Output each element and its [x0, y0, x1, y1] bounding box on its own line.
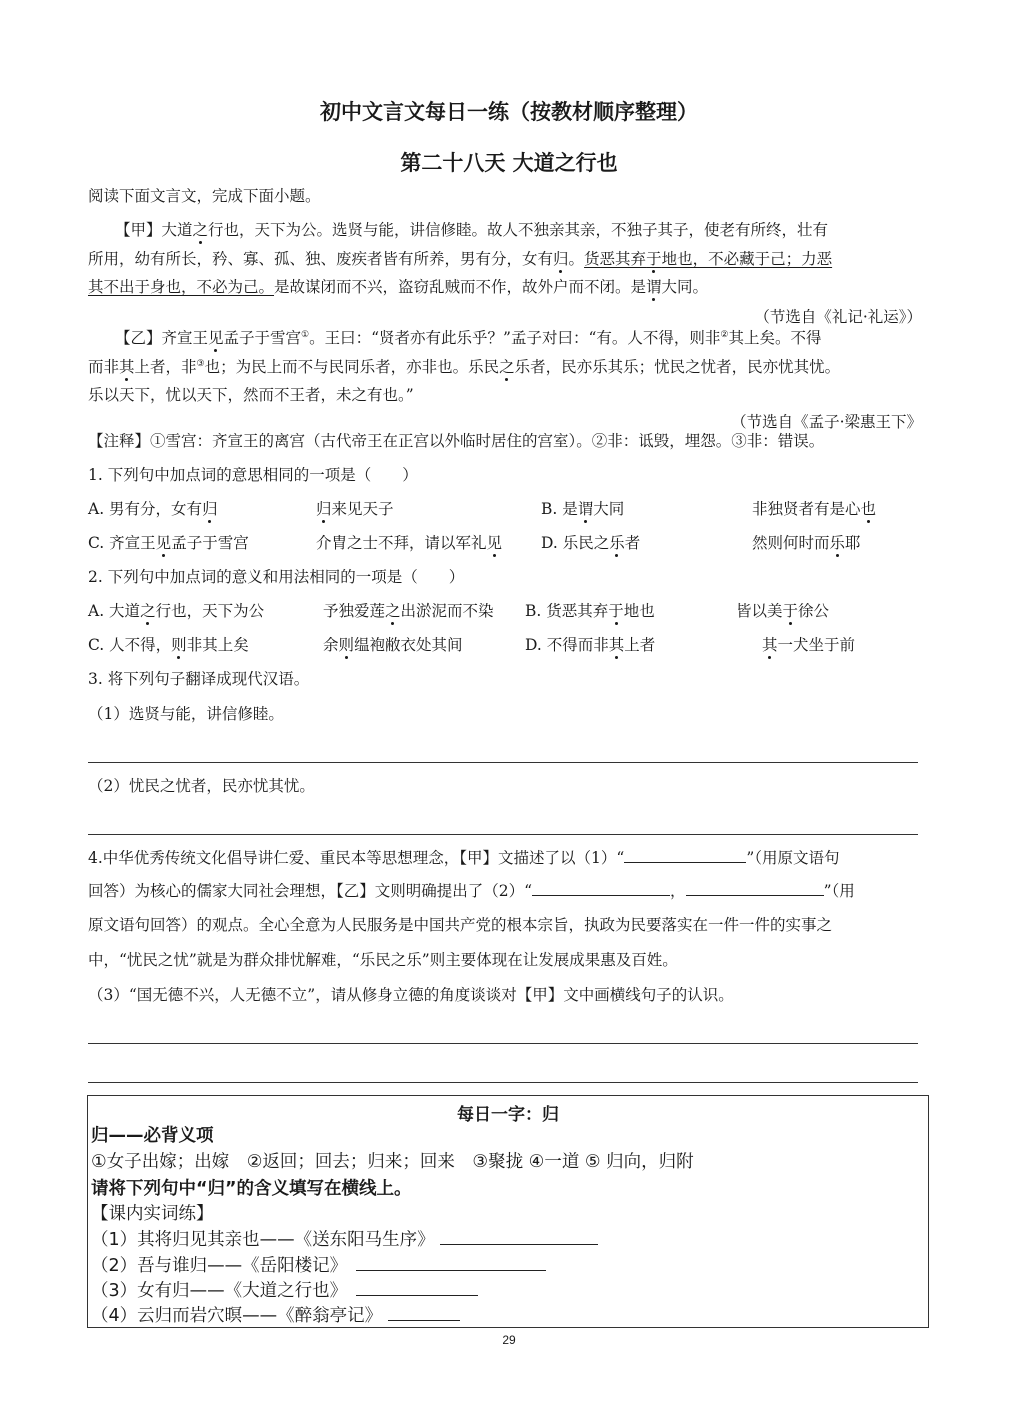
- box-exercise-4: （4）云归而岩穴暝——《醉翁亭记》: [91, 1305, 460, 1327]
- q1-option-c[interactable]: C. 齐宣王见孟子于雪宫: [88, 534, 249, 552]
- page-title: 初中文言文每日一练（按教材顺序整理）: [320, 99, 698, 124]
- box-meanings: ①女子出嫁；出嫁 ②返回；回去；归来；回来 ③聚拢 ④一道 ⑤ 归向，归附: [91, 1152, 694, 1172]
- box-exercise-2: （2）吾与谁归——《岳阳楼记》: [91, 1255, 546, 1277]
- underlined-sentence: 货恶其弃于地也，不必藏于己；力恶: [584, 250, 833, 268]
- q3-sentence-2: （2）忧民之忧者，民亦忧其忧。: [88, 777, 315, 795]
- dotted-char: 其: [119, 358, 135, 376]
- underlined-sentence: 其不出于身也，不必为己。: [88, 278, 275, 296]
- q3-sentence-1: （1）选贤与能，讲信修睦。: [88, 705, 284, 723]
- passage-jia-line-3: 其不出于身也，不必为己。是故谋闭而不兴，盗窃乱贼而不作，故外户而不闭。是谓大同。: [88, 278, 709, 296]
- box-instruction: 请将下列句中“归”的含义填写在横线上。: [91, 1179, 412, 1199]
- passage-jia-line-1: 【甲】大道之行也，天下为公。选贤与能，讲信修睦。故人不独亲其亲，不独子其子，使老有所终，壮有: [115, 221, 829, 239]
- box-heading: 归——必背义项: [91, 1126, 214, 1146]
- dotted-char: 见: [208, 329, 224, 347]
- box-exercise-3: （3）女有归——《大道之行也》: [91, 1280, 478, 1302]
- q1-option-d-compare: 然则何时而乐耶: [752, 534, 861, 552]
- question-3-stem: 3. 将下列句子翻译成现代汉语。: [88, 670, 310, 688]
- answer-line[interactable]: [88, 1043, 918, 1044]
- q2-option-a[interactable]: A. 大道之行也，天下为公: [88, 602, 265, 620]
- passage-yi-line-1: 【乙】齐宣王见孟子于雪宫①。王曰：“贤者亦有此乐乎？”孟子对曰：“有。人不得，则非②其上矣。不得: [115, 329, 822, 347]
- answer-line[interactable]: [88, 762, 918, 763]
- q2-option-b[interactable]: B. 货恶其弃于地也: [525, 602, 655, 620]
- q1-option-d[interactable]: D. 乐民之乐者: [541, 534, 641, 552]
- q1-option-b[interactable]: B. 是谓大同: [541, 500, 625, 518]
- fill-blank[interactable]: [356, 1256, 546, 1271]
- box-title: 每日一字：归: [457, 1105, 559, 1125]
- q2-option-d-compare: 其一犬坐于前: [762, 636, 856, 654]
- question-2-stem: 2. 下列句中加点词的意义和用法相同的一项是（ ）: [88, 568, 465, 586]
- fill-blank[interactable]: [624, 848, 746, 863]
- annotation-notes: 【注释】①雪宫：齐宣王的离宫（古代帝王在正宫以外临时居住的宫室）。②非：诋毁，埋怨。③非：错误。: [88, 432, 825, 450]
- question-4-line-1: 4.中华优秀传统文化倡导讲仁爱、重民本等思想理念，【甲】文描述了以（1）“ ”（用原文语句: [88, 849, 840, 867]
- question-4-line-4: 中，“忧民之忧”就是为群众排忧解难，“乐民之乐”则主要体现在让发展成果惠及百姓。: [88, 951, 678, 969]
- passage-yi-line-2: 而非其上者，非③也；为民上而不与民同乐者，亦非也。乐民之乐者，民亦乐其乐；忧民之忧者，民亦忧其忧。: [88, 358, 841, 376]
- daily-character-box: [87, 1095, 929, 1328]
- reading-instruction: 阅读下面文言文，完成下面小题。: [88, 187, 321, 205]
- q1-option-a-compare: 归来见天子: [316, 500, 394, 518]
- fill-blank[interactable]: [686, 881, 824, 896]
- passage-yi-line-3: 乐以天下，忧以天下，然而不王者，未之有也。”: [88, 386, 414, 404]
- page-number: 29: [502, 1333, 516, 1347]
- question-4-line-2: 回答）为核心的儒家大同社会理想，【乙】文则明确提出了（2）“ ， ”（用: [88, 882, 855, 900]
- q1-option-b-compare: 非独贤者有是心也: [752, 500, 877, 518]
- fill-blank[interactable]: [388, 1306, 460, 1321]
- passage-yi-source: （节选自《孟子·梁惠王下》: [731, 413, 922, 431]
- dotted-char: 之: [499, 358, 515, 376]
- question-1-stem: 1. 下列句中加点词的意思相同的一项是（ ）: [88, 466, 418, 484]
- question-4-line-3: 原文语句回答）的观点。全心全意为人民服务是中国共产党的根本宗旨，执政为民要落实在一件一件的实事之: [88, 916, 833, 934]
- passage-jia-source: （节选自《礼记·礼运》）: [754, 308, 922, 326]
- dotted-char: 谓: [646, 278, 662, 296]
- q2-option-b-compare: 皆以美于徐公: [736, 602, 830, 620]
- answer-line[interactable]: [88, 1082, 918, 1083]
- answer-line[interactable]: [88, 834, 918, 835]
- dotted-char: 归: [553, 250, 569, 268]
- box-section-label: 【课内实词练】: [91, 1204, 214, 1224]
- question-4-line-5: （3）“国无德不兴，人无德不立”，请从修身立德的角度谈谈对【甲】文中画横线句子的认识。: [88, 986, 734, 1004]
- fill-blank[interactable]: [440, 1230, 598, 1245]
- fill-blank[interactable]: [532, 881, 670, 896]
- q1-option-a[interactable]: A. 男有分，女有归: [88, 500, 218, 518]
- q2-option-c-compare: 余则缊袍敝衣处其间: [323, 636, 463, 654]
- q2-option-a-compare: 予独爱莲之出淤泥而不染: [323, 602, 494, 620]
- box-exercise-1: （1）其将归见其亲也——《送东阳马生序》: [91, 1229, 598, 1251]
- dotted-char: 之: [192, 221, 209, 239]
- q2-option-c[interactable]: C. 人不得，则非其上矣: [88, 636, 249, 654]
- q1-option-c-compare: 介胄之士不拜，请以军礼见: [316, 534, 503, 552]
- passage-jia-line-2: 所用，幼有所长，矜、寡、孤、独、废疾者皆有所养，男有分，女有归。货恶其弃于地也，不必藏于己；力恶: [88, 250, 833, 268]
- q2-option-d[interactable]: D. 不得而非其上者: [525, 636, 656, 654]
- fill-blank[interactable]: [356, 1281, 478, 1296]
- page-subtitle: 第二十八天 大道之行也: [400, 150, 618, 175]
